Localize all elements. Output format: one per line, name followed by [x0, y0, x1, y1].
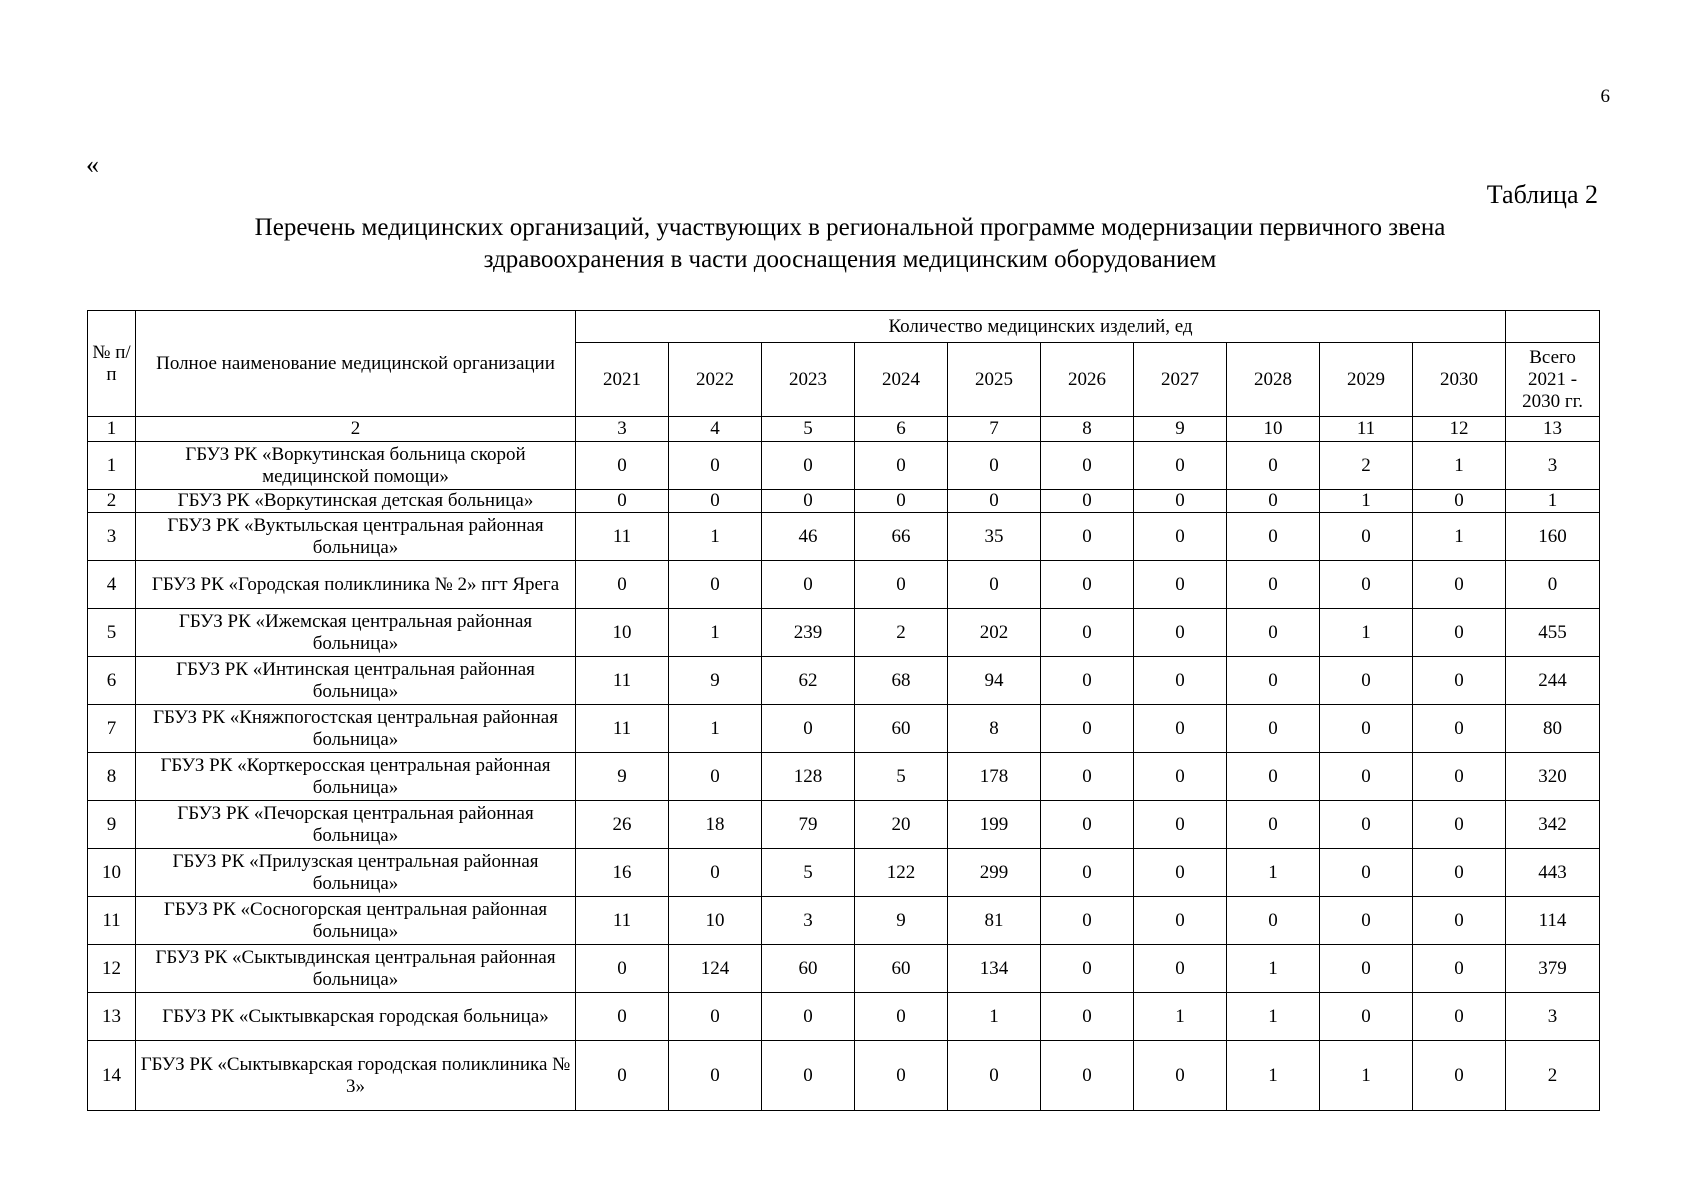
organization-name: ГБУЗ РК «Сыктывкарская городская больница» [136, 993, 576, 1041]
year-value: 0 [1413, 801, 1506, 849]
year-value: 0 [1320, 849, 1413, 897]
year-value: 0 [1413, 993, 1506, 1041]
organization-name: ГБУЗ РК «Сыктывкарская городская поликлиника № 3» [136, 1041, 576, 1111]
year-value: 0 [576, 442, 669, 490]
year-value: 0 [576, 561, 669, 609]
year-value: 0 [855, 1041, 948, 1111]
year-value: 199 [948, 801, 1041, 849]
year-value: 124 [669, 945, 762, 993]
year-value: 0 [1134, 657, 1227, 705]
year-value: 1 [1227, 1041, 1320, 1111]
year-value: 0 [1041, 897, 1134, 945]
year-value: 94 [948, 657, 1041, 705]
table-row [88, 801, 1600, 849]
year-value: 5 [855, 753, 948, 801]
organization-name: ГБУЗ РК «Сыктывдинская центральная районная больница» [136, 945, 576, 993]
column-number: 8 [1041, 417, 1134, 442]
year-value: 0 [1041, 705, 1134, 753]
header-year: 2022 [669, 343, 762, 417]
year-value: 0 [1134, 490, 1227, 513]
row-total: 3 [1506, 993, 1600, 1041]
year-value: 0 [1134, 945, 1227, 993]
year-value: 1 [1320, 609, 1413, 657]
header-year: 2021 [576, 343, 669, 417]
year-value: 0 [1041, 609, 1134, 657]
year-value: 0 [855, 442, 948, 490]
column-number: 11 [1320, 417, 1413, 442]
organization-name: ГБУЗ РК «Воркутинская детская больница» [136, 490, 576, 513]
year-value: 0 [1041, 849, 1134, 897]
year-value: 178 [948, 753, 1041, 801]
year-value: 2 [1320, 442, 1413, 490]
year-value: 0 [762, 993, 855, 1041]
row-total: 342 [1506, 801, 1600, 849]
year-value: 60 [855, 945, 948, 993]
year-value: 1 [669, 705, 762, 753]
year-value: 9 [576, 753, 669, 801]
year-value: 0 [1041, 561, 1134, 609]
year-value: 0 [1320, 945, 1413, 993]
year-value: 0 [669, 1041, 762, 1111]
row-number: 4 [88, 561, 136, 609]
year-value: 35 [948, 513, 1041, 561]
year-value: 1 [669, 609, 762, 657]
year-value: 0 [1041, 753, 1134, 801]
year-value: 0 [1413, 897, 1506, 945]
year-value: 0 [1227, 897, 1320, 945]
organization-name: ГБУЗ РК «Прилузская центральная районная больница» [136, 849, 576, 897]
table-row [88, 849, 1600, 897]
year-value: 79 [762, 801, 855, 849]
organization-name: ГБУЗ РК «Интинская центральная районная больница» [136, 657, 576, 705]
year-value: 66 [855, 513, 948, 561]
year-value: 0 [1134, 705, 1227, 753]
year-value: 0 [948, 561, 1041, 609]
year-value: 0 [1413, 753, 1506, 801]
year-value: 299 [948, 849, 1041, 897]
title-line-1: Перечень медицинских организаций, участвующих в региональной программе модернизации первичного звена [254, 214, 1446, 241]
row-number: 11 [88, 897, 136, 945]
year-value: 0 [669, 753, 762, 801]
row-total: 3 [1506, 442, 1600, 490]
row-total: 114 [1506, 897, 1600, 945]
year-value: 3 [762, 897, 855, 945]
year-value: 0 [762, 490, 855, 513]
header-total-top [1506, 311, 1600, 343]
year-value: 0 [1413, 849, 1506, 897]
table-row [88, 609, 1600, 657]
year-value: 0 [1134, 1041, 1227, 1111]
year-value: 10 [576, 609, 669, 657]
year-value: 0 [1320, 993, 1413, 1041]
organization-name: ГБУЗ РК «Корткеросская центральная районная больница» [136, 753, 576, 801]
year-value: 0 [669, 561, 762, 609]
table-label: Таблица 2 [1486, 180, 1598, 209]
year-value: 20 [855, 801, 948, 849]
table-row [88, 490, 1600, 513]
row-total: 1 [1506, 490, 1600, 513]
year-value: 0 [669, 849, 762, 897]
year-value: 0 [1413, 561, 1506, 609]
year-value: 0 [1227, 561, 1320, 609]
year-value: 0 [1134, 561, 1227, 609]
equipment-table [87, 310, 1600, 1111]
year-value: 0 [762, 705, 855, 753]
header-name: Полное наименование медицинской организации [136, 311, 576, 417]
year-value: 0 [1320, 705, 1413, 753]
year-value: 0 [1320, 561, 1413, 609]
year-value: 1 [1227, 849, 1320, 897]
year-value: 1 [1320, 490, 1413, 513]
year-value: 0 [669, 993, 762, 1041]
row-total: 320 [1506, 753, 1600, 801]
year-value: 0 [1413, 705, 1506, 753]
year-value: 0 [1227, 490, 1320, 513]
year-value: 2 [855, 609, 948, 657]
year-value: 11 [576, 513, 669, 561]
column-number: 5 [762, 417, 855, 442]
year-value: 8 [948, 705, 1041, 753]
header-year: 2024 [855, 343, 948, 417]
year-value: 0 [1227, 513, 1320, 561]
year-value: 0 [1041, 945, 1134, 993]
year-value: 1 [1413, 513, 1506, 561]
row-total: 443 [1506, 849, 1600, 897]
year-value: 0 [1041, 657, 1134, 705]
header-quantity: Количество медицинских изделий, ед [576, 311, 1506, 343]
year-value: 0 [1413, 657, 1506, 705]
column-number: 10 [1227, 417, 1320, 442]
year-value: 0 [1134, 513, 1227, 561]
row-total: 379 [1506, 945, 1600, 993]
row-total: 455 [1506, 609, 1600, 657]
year-value: 0 [948, 490, 1041, 513]
year-value: 0 [1413, 490, 1506, 513]
year-value: 0 [762, 1041, 855, 1111]
column-number: 2 [136, 417, 576, 442]
table-row [88, 705, 1600, 753]
header-year: 2025 [948, 343, 1041, 417]
year-value: 0 [1041, 442, 1134, 490]
year-value: 1 [669, 513, 762, 561]
year-value: 0 [1320, 513, 1413, 561]
table-row [88, 442, 1600, 490]
organization-name: ГБУЗ РК «Городская поликлиника № 2» пгт Ярега [136, 561, 576, 609]
row-number: 5 [88, 609, 136, 657]
year-value: 60 [762, 945, 855, 993]
row-total: 0 [1506, 561, 1600, 609]
table-row [88, 513, 1600, 561]
table-row [88, 897, 1600, 945]
year-value: 0 [1134, 897, 1227, 945]
year-value: 0 [1413, 609, 1506, 657]
organization-name: ГБУЗ РК «Ижемская центральная районная больница» [136, 609, 576, 657]
year-value: 0 [1227, 609, 1320, 657]
year-value: 0 [1227, 657, 1320, 705]
row-total: 244 [1506, 657, 1600, 705]
year-value: 1 [1227, 993, 1320, 1041]
table-row [88, 657, 1600, 705]
year-value: 26 [576, 801, 669, 849]
column-number: 13 [1506, 417, 1600, 442]
organization-name: ГБУЗ РК «Воркутинская больница скорой медицинской помощи» [136, 442, 576, 490]
year-value: 11 [576, 657, 669, 705]
table-row [88, 945, 1600, 993]
organization-name: ГБУЗ РК «Печорская центральная районная больница» [136, 801, 576, 849]
column-number: 6 [855, 417, 948, 442]
organization-name: ГБУЗ РК «Сосногорская центральная районная больница» [136, 897, 576, 945]
year-value: 134 [948, 945, 1041, 993]
year-value: 0 [1227, 753, 1320, 801]
row-total: 160 [1506, 513, 1600, 561]
opening-quote-mark: « [86, 150, 99, 179]
year-value: 0 [1320, 753, 1413, 801]
year-value: 0 [1134, 753, 1227, 801]
year-value: 0 [1320, 657, 1413, 705]
column-number: 4 [669, 417, 762, 442]
year-value: 1 [1227, 945, 1320, 993]
column-number: 1 [88, 417, 136, 442]
year-value: 1 [1134, 993, 1227, 1041]
year-value: 68 [855, 657, 948, 705]
row-number: 8 [88, 753, 136, 801]
year-value: 5 [762, 849, 855, 897]
table-row [88, 993, 1600, 1041]
year-value: 11 [576, 705, 669, 753]
year-value: 0 [855, 490, 948, 513]
year-value: 0 [576, 1041, 669, 1111]
year-value: 0 [1134, 609, 1227, 657]
year-value: 60 [855, 705, 948, 753]
year-value: 9 [669, 657, 762, 705]
year-value: 0 [1041, 993, 1134, 1041]
row-number: 1 [88, 442, 136, 490]
year-value: 0 [762, 561, 855, 609]
year-value: 0 [948, 442, 1041, 490]
column-number: 3 [576, 417, 669, 442]
row-total: 80 [1506, 705, 1600, 753]
row-number: 10 [88, 849, 136, 897]
year-value: 0 [1227, 801, 1320, 849]
year-value: 0 [1227, 705, 1320, 753]
row-number: 13 [88, 993, 136, 1041]
document-title [140, 212, 1560, 276]
year-value: 0 [948, 1041, 1041, 1111]
year-value: 1 [948, 993, 1041, 1041]
year-value: 0 [1041, 1041, 1134, 1111]
column-number: 12 [1413, 417, 1506, 442]
year-value: 18 [669, 801, 762, 849]
row-number: 14 [88, 1041, 136, 1111]
row-number: 12 [88, 945, 136, 993]
organization-name: ГБУЗ РК «Вуктыльская центральная районная больница» [136, 513, 576, 561]
year-value: 0 [576, 490, 669, 513]
header-year: 2028 [1227, 343, 1320, 417]
page-number: 6 [1600, 86, 1610, 107]
year-value: 9 [855, 897, 948, 945]
year-value: 0 [1134, 801, 1227, 849]
year-value: 10 [669, 897, 762, 945]
year-value: 0 [1320, 801, 1413, 849]
year-value: 0 [669, 442, 762, 490]
year-value: 0 [855, 561, 948, 609]
year-value: 202 [948, 609, 1041, 657]
table-row [88, 753, 1600, 801]
year-value: 0 [1041, 801, 1134, 849]
row-total: 2 [1506, 1041, 1600, 1111]
title-line-2: здравоохранения в части дооснащения медицинским оборудованием [483, 246, 1217, 273]
year-value: 0 [576, 993, 669, 1041]
row-number: 3 [88, 513, 136, 561]
header-year: 2030 [1413, 343, 1506, 417]
year-value: 0 [1227, 442, 1320, 490]
year-value: 16 [576, 849, 669, 897]
header-year: 2023 [762, 343, 855, 417]
year-value: 128 [762, 753, 855, 801]
header-total: Всего 2021 - 2030 гг. [1506, 343, 1600, 417]
year-value: 46 [762, 513, 855, 561]
year-value: 0 [669, 490, 762, 513]
year-value: 0 [1413, 1041, 1506, 1111]
year-value: 0 [1413, 945, 1506, 993]
row-number: 2 [88, 490, 136, 513]
row-number: 6 [88, 657, 136, 705]
organization-name: ГБУЗ РК «Княжпогостская центральная районная больница» [136, 705, 576, 753]
year-value: 0 [762, 442, 855, 490]
column-number: 7 [948, 417, 1041, 442]
year-value: 11 [576, 897, 669, 945]
column-number: 9 [1134, 417, 1227, 442]
row-number: 7 [88, 705, 136, 753]
year-value: 1 [1320, 1041, 1413, 1111]
year-value: 122 [855, 849, 948, 897]
header-num: № п/п [88, 311, 136, 417]
year-value: 0 [1320, 897, 1413, 945]
year-value: 0 [1041, 490, 1134, 513]
year-value: 0 [576, 945, 669, 993]
year-value: 1 [1413, 442, 1506, 490]
year-value: 0 [1134, 849, 1227, 897]
year-value: 62 [762, 657, 855, 705]
table-row [88, 561, 1600, 609]
header-year: 2026 [1041, 343, 1134, 417]
year-value: 0 [1134, 442, 1227, 490]
year-value: 239 [762, 609, 855, 657]
header-year: 2027 [1134, 343, 1227, 417]
year-value: 0 [855, 993, 948, 1041]
header-year: 2029 [1320, 343, 1413, 417]
year-value: 81 [948, 897, 1041, 945]
row-number: 9 [88, 801, 136, 849]
year-value: 0 [1041, 513, 1134, 561]
table-row [88, 1041, 1600, 1111]
